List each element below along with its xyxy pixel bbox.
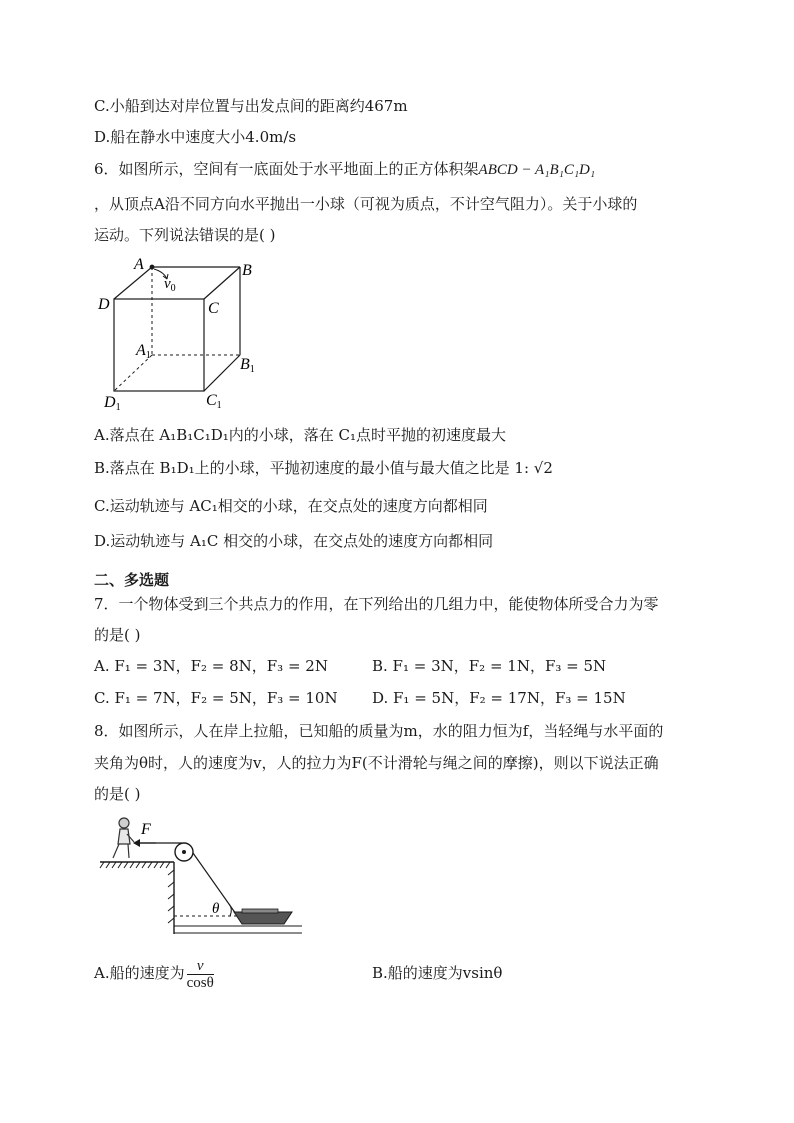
- label-d: D: [98, 296, 110, 313]
- q8-option-a-fraction: [187, 958, 214, 991]
- q7-option-d: D. F₁ = 5N，F₂ = 17N，F₃ = 15N: [372, 689, 626, 707]
- label-c: C: [208, 300, 219, 317]
- point-a-dot: [150, 265, 155, 270]
- force-arrowhead: [133, 839, 140, 847]
- q5-option-d: D.船在静水中速度大小4.0m/s: [94, 128, 297, 146]
- q7-option-b: B. F₁ = 3N，F₂ = 1N，F₃ = 5N: [372, 657, 607, 675]
- label-c1: C1: [206, 392, 222, 411]
- cube-figure: [94, 255, 274, 417]
- q7-stem-line2: 的是( ): [94, 626, 141, 644]
- q8-stem-line1: 8．如图所示，人在岸上拉船，已知船的质量为m，水的阻力恒为f，当轻绳与水平面的: [94, 722, 664, 740]
- label-force: F: [141, 821, 151, 838]
- label-b1: B1: [240, 356, 255, 375]
- q6-option-c: C.运动轨迹与 AC₁相交的小球，在交点处的速度方向都相同: [94, 497, 488, 515]
- cube-edge-bottom-right: [204, 355, 240, 391]
- boat-pulley-figure: [96, 812, 306, 942]
- label-a: A: [134, 256, 144, 273]
- q6-stem-math: ABCD − A₁B₁C₁D₁: [478, 162, 596, 178]
- q6-option-a: A.落点在 A₁B₁C₁D₁内的小球，落在 C₁点时平抛的初速度最大: [94, 426, 507, 444]
- q6-stem-line2: ，从顶点A沿不同方向水平抛出一小球（可视为质点，不计空气阻力）。关于小球的: [94, 195, 638, 213]
- q7-option-c: C. F₁ = 7N，F₂ = 5N，F₃ = 10N: [94, 689, 338, 707]
- q6-option-d: D.运动轨迹与 A₁C 相交的小球，在交点处的速度方向都相同: [94, 532, 494, 550]
- boat-icon: [234, 912, 292, 924]
- q6-option-b: B.落点在 B₁D₁上的小球，平抛初速度的最小值与最大值之比是 1: √2: [94, 459, 553, 477]
- cube-front-face: [114, 299, 204, 391]
- q8-option-a: [94, 956, 216, 991]
- q7-stem-line1: 7．一个物体受到三个共点力的作用，在下列给出的几组力中，能使物体所受合力为零: [94, 595, 659, 613]
- label-a1: A1: [136, 342, 151, 361]
- label-b: B: [242, 262, 252, 279]
- q8-stem-line3: 的是( ): [94, 785, 141, 803]
- q8-option-a-prefix: A.船的速度为: [94, 964, 185, 982]
- q5-option-c: C.小船到达对岸位置与出发点间的距离约467m: [94, 97, 408, 115]
- q6-stem-line1: [94, 159, 595, 180]
- q6-stem-text: 6．如图所示，空间有一底面处于水平地面上的正方体积架: [94, 160, 479, 178]
- q6-stem-line3: 运动。下列说法错误的是( ): [94, 226, 276, 244]
- q7-option-a: A. F₁ = 3N，F₂ = 8N，F₃ = 2N: [94, 657, 328, 675]
- cube-edge-top-right: [204, 267, 240, 299]
- section-heading: 二、多选题: [94, 571, 170, 589]
- fraction-denominator: cosθ: [186, 974, 214, 991]
- fraction-numerator: v: [187, 958, 214, 975]
- cube-edge-top-left: [114, 267, 152, 299]
- label-v0: $v_0$: [164, 276, 176, 294]
- q8-option-b: B.船的速度为vsinθ: [372, 964, 503, 982]
- person-icon: [113, 818, 134, 858]
- q8-stem-line2: 夹角为θ时，人的速度为v，人的拉力为F(不计滑轮与绳之间的摩擦)，则以下说法正确: [94, 754, 659, 772]
- label-d1: D1: [104, 394, 121, 413]
- label-theta: θ: [212, 901, 220, 917]
